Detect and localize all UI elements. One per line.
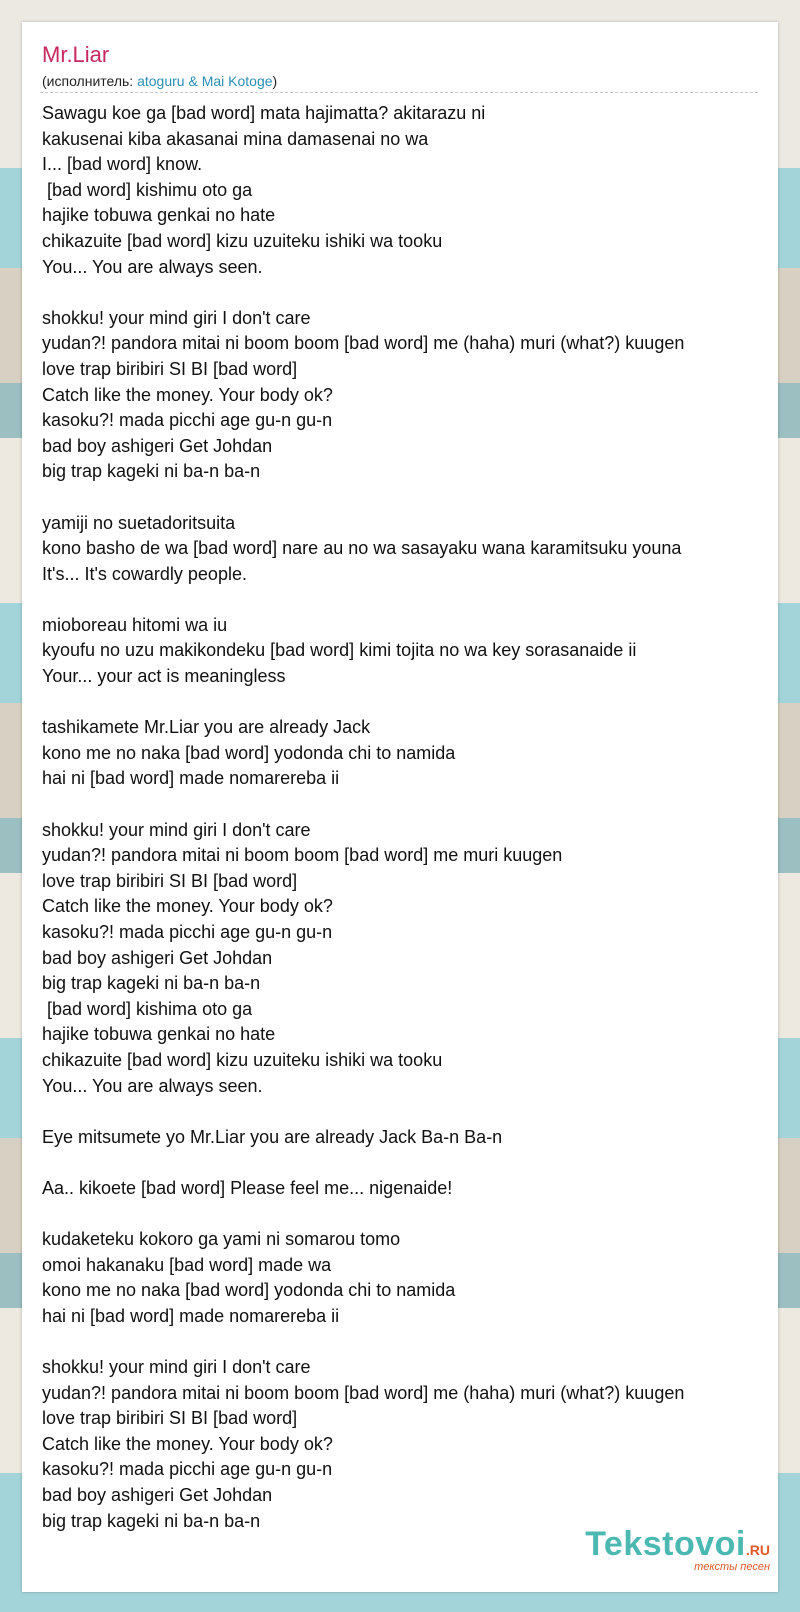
lyric-line: mioboreau hitomi wa iu (42, 614, 228, 635)
lyric-line: love trap biribiri SI BI [bad word] (42, 870, 298, 891)
lyric-line: Eye mitsumete yo Mr.Liar you are already Jack Ba-n Ba-n (42, 1126, 503, 1147)
lyric-line: shokku! your mind giri I don't care (42, 1357, 311, 1378)
artist-suffix: ) (272, 73, 278, 89)
lyric-line: Catch like the money. Your body ok? (42, 1433, 333, 1454)
lyric-line: big trap kageki ni ba-n ba-n (42, 461, 261, 482)
lyric-line: Sawagu koe ga [bad word] mata hajimatta? akitarazu ni (42, 103, 486, 123)
lyric-line: big trap kageki ni ba-n ba-n (42, 1510, 261, 1531)
lyric-line: yudan?! pandora mitai ni boom boom [bad word] me (haha) muri (what?) kuugen (42, 333, 685, 354)
lyric-line: tashikamete Mr.Liar you are already Jack (42, 717, 371, 738)
logo-name: Tekstovoi (585, 1525, 746, 1563)
lyric-line: yudan?! pandora mitai ni boom boom [bad word] me (haha) muri (what?) kuugen (42, 1382, 685, 1403)
lyric-line (42, 485, 772, 511)
lyric-line: I... [bad word] know. (42, 154, 203, 175)
logo-tagline: тексты песен (694, 1561, 770, 1573)
lyric-line (42, 1202, 772, 1228)
logo-tld: .RU (745, 1542, 770, 1558)
lyric-line: [bad word] kishimu oto ga (42, 179, 253, 200)
lyric-line: hai ni [bad word] made nomarereba ii (42, 1305, 340, 1326)
lyric-line: hai ni [bad word] made nomarereba ii (42, 768, 340, 789)
lyric-line: love trap biribiri SI BI [bad word] (42, 1408, 298, 1429)
lyric-line: shokku! your mind giri I don't care (42, 307, 311, 328)
lyric-line: [bad word] kishima oto ga (42, 998, 253, 1019)
lyric-line: Catch like the money. Your body ok? (42, 384, 333, 405)
lyric-line: yudan?! pandora mitai ni boom boom [bad word] me muri kuugen (42, 845, 563, 866)
song-title: Mr.Liar (42, 42, 110, 67)
lyric-line: You... You are always seen. (42, 256, 263, 277)
lyric-line (42, 792, 772, 818)
lyric-line: bad boy ashigeri Get Johdan (42, 1485, 273, 1506)
lyric-line: omoi hakanaku [bad word] made wa (42, 1254, 332, 1275)
lyric-line: chikazuite [bad word] kizu uzuiteku ishiki wa tooku (42, 1049, 443, 1070)
lyric-line: kyoufu no uzu makikondeku [bad word] kimi tojita no wa key sorasanaide ii (42, 640, 637, 661)
lyric-line: bad boy ashigeri Get Johdan (42, 435, 273, 456)
lyric-line: yamiji no suetadoritsuita (42, 512, 236, 533)
lyric-line: big trap kageki ni ba-n ba-n (42, 973, 261, 994)
lyric-line (42, 690, 772, 716)
lyric-line: hajike tobuwa genkai no hate (42, 205, 276, 226)
lyric-line: Catch like the money. Your body ok? (42, 896, 333, 917)
lyric-line: kakusenai kiba akasanai mina damasenai no wa (42, 128, 429, 149)
lyric-line: hajike tobuwa genkai no hate (42, 1024, 276, 1045)
site-logo[interactable] (585, 1525, 770, 1573)
lyric-line (42, 587, 772, 613)
title-divider (40, 92, 758, 93)
lyric-line: You... You are always seen. (42, 1075, 263, 1096)
lyric-line: kasoku?! mada picchi age gu-n gu-n (42, 922, 333, 942)
lyric-line: kono me no naka [bad word] yodonda chi to namida (42, 742, 456, 763)
lyric-line: kasoku?! mada picchi age gu-n gu-n (42, 410, 333, 431)
artist-line (42, 72, 277, 90)
lyric-line: kono me no naka [bad word] yodonda chi to namida (42, 1280, 456, 1301)
lyric-line (42, 1150, 772, 1176)
lyric-line: love trap biribiri SI BI [bad word] (42, 358, 298, 379)
artist-prefix: (исполнитель: (42, 73, 138, 89)
lyric-line: Aa.. kikoete [bad word] Please feel me... nigenaide! (42, 1177, 453, 1198)
lyrics-text (42, 101, 772, 1534)
lyric-line: kono basho de wa [bad word] nare au no wa sasayaku wana karamitsuku youna (42, 538, 682, 559)
artist-link[interactable]: atoguru & Mai Kotoge (137, 73, 273, 89)
lyric-line: It's... It's cowardly people. (42, 563, 247, 584)
lyric-line: Your... your act is meaningless (42, 666, 286, 687)
lyric-line (42, 1330, 772, 1356)
lyrics-card (22, 22, 778, 1592)
lyric-line: kudaketeku kokoro ga yami ni somarou tomo (42, 1229, 401, 1250)
lyric-line (42, 280, 772, 306)
lyric-line: kasoku?! mada picchi age gu-n gu-n (42, 1459, 333, 1480)
lyric-line: chikazuite [bad word] kizu uzuiteku ishiki wa tooku (42, 230, 443, 251)
lyric-line (42, 1099, 772, 1125)
lyric-line: bad boy ashigeri Get Johdan (42, 947, 273, 968)
lyric-line: shokku! your mind giri I don't care (42, 819, 311, 840)
